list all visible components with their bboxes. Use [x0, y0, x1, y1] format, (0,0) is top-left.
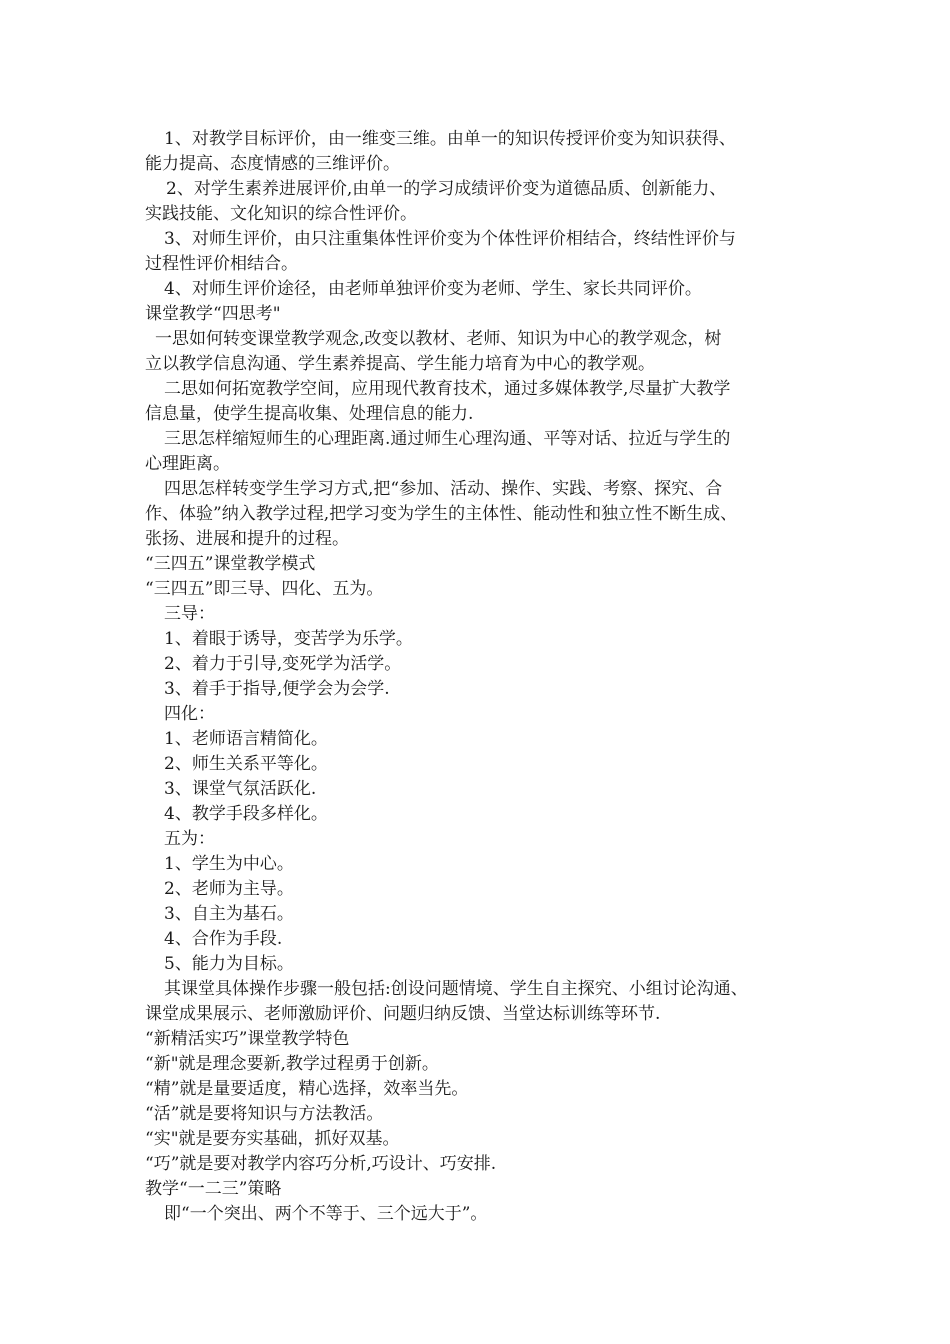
text-line: 信息量，使学生提高收集、处理信息的能力. — [145, 404, 474, 424]
text-line: 心理距离。 — [145, 454, 230, 474]
text-line: “巧”就是要对教学内容巧分析,巧设计、巧安排. — [145, 1154, 497, 1174]
text-line: 过程性评价相结合。 — [145, 254, 298, 274]
text-line: “精”就是量要适度，精心选择，效率当先。 — [145, 1079, 469, 1099]
text-line: 1、老师语言精简化。 — [164, 729, 328, 749]
text-line: 4、合作为手段. — [164, 929, 283, 949]
text-line: 5、能力为目标。 — [164, 954, 294, 974]
text-line: 实践技能、文化知识的综合性评价。 — [145, 204, 417, 224]
text-line: 2、师生关系平等化。 — [164, 754, 328, 774]
text-line: 一思如何转变课堂教学观念,改变以教材、老师、知识为中心的教学观念，树 — [155, 329, 722, 349]
section-heading: 课堂教学“四思考" — [145, 304, 281, 324]
text-line: 2、对学生素养进展评价,由单一的学习成绩评价变为道德品质、创新能力、 — [166, 179, 727, 199]
text-line: 3、自主为基石。 — [164, 904, 294, 924]
text-line: 能力提高、态度情感的三维评价。 — [145, 154, 400, 174]
text-line: “三四五”即三导、四化、五为。 — [145, 579, 384, 599]
text-line: 1、学生为中心。 — [164, 854, 294, 874]
text-line: 3、课堂气氛活跃化. — [164, 779, 317, 799]
text-line: 4、对师生评价途径，由老师单独评价变为老师、学生、家长共同评价。 — [164, 279, 702, 299]
text-line: 作、体验”纳入教学过程,把学习变为学生的主体性、能动性和独立性不断生成、 — [145, 504, 738, 524]
section-heading: 教学“一二三”策略 — [145, 1179, 282, 1199]
text-line: 1、对教学目标评价，由一维变三维。由单一的知识传授评价变为知识获得、 — [164, 129, 736, 149]
text-line: 二思如何拓宽教学空间，应用现代教育技术，通过多媒体教学,尽量扩大教学 — [164, 379, 731, 399]
text-line: “实"就是要夯实基础，抓好双基。 — [145, 1129, 400, 1149]
text-line: 四思怎样转变学生学习方式,把“参加、活动、操作、实践、考察、探究、合 — [164, 479, 723, 499]
text-line: 三思怎样缩短师生的心理距离.通过师生心理沟通、平等对话、拉近与学生的 — [164, 429, 731, 449]
text-line: 即“一个突出、两个不等于、三个远大于”。 — [164, 1204, 488, 1224]
text-line: 四化： — [164, 704, 215, 724]
text-line: 3、着手于指导,便学会为会学. — [164, 679, 390, 699]
section-heading: “三四五”课堂教学模式 — [145, 554, 316, 574]
text-line: 2、老师为主导。 — [164, 879, 294, 899]
text-line: 4、教学手段多样化。 — [164, 804, 328, 824]
text-line: 课堂成果展示、老师激励评价、问题归纳反馈、当堂达标训练等环节. — [145, 1004, 661, 1024]
text-line: 立以教学信息沟通、学生素养提高、学生能力培育为中心的教学观。 — [145, 354, 655, 374]
section-heading: “新精活实巧”课堂教学特色 — [145, 1029, 350, 1049]
text-line: 张扬、进展和提升的过程。 — [145, 529, 349, 549]
text-line: 2、着力于引导,变死学为活学。 — [164, 654, 402, 674]
text-line: “活”就是要将知识与方法教活。 — [145, 1104, 384, 1124]
text-line: “新"就是理念要新,教学过程勇于创新。 — [145, 1054, 439, 1074]
text-line: 3、对师生评价，由只注重集体性评价变为个体性评价相结合，终结性评价与 — [164, 229, 736, 249]
text-line: 其课堂具体操作步骤一般包括:创设问题情境、学生自主探究、小组讨论沟通、 — [164, 979, 748, 999]
text-line: 五为： — [164, 829, 215, 849]
text-line: 三导： — [164, 604, 215, 624]
text-line: 1、着眼于诱导，变苦学为乐学。 — [164, 629, 413, 649]
